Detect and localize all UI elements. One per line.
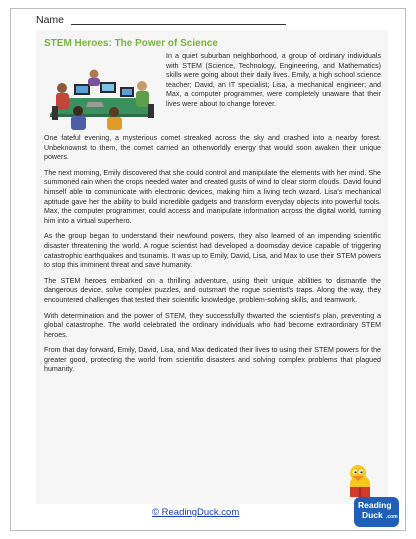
story-panel (36, 30, 388, 504)
story-paragraph: From that day forward, Emily, David, Lisa, and Max dedicated their lives to using their STEM powers for the greater good, protecting the world from scientific disasters and solving complex problems that plagued humanity. (44, 346, 381, 374)
story-paragraph: As the group began to understand their newfound powers, they also learned of an impending scientific disaster threatening the world. A rogue scientist had developed a doomsday device capable of triggering catastrophic earthquakes and tsunamis. It was up to Emily, David, Lisa, and Max to use their STEM powers to stop this imminent threat and save humanity. (44, 232, 381, 270)
people-at-computers-illustration (44, 54, 160, 132)
reading-duck-logo (338, 463, 400, 529)
story-paragraph: With determination and the power of STEM, they successfully thwarted the scientist's plan, preventing a global catastrophe. The world celebrated the ordinary individuals who had become extraordinary STEM heroes. (44, 311, 381, 339)
story-paragraph: The next morning, Emily discovered that she could control and manipulate the elements with her mind. She summoned rain when the crops needed water and created gusts of wind to clear storm clouds. David found himself able to communicate with electronic devices, making him a living tech wizard. Lisa's mechanical aptitude gave her the ability to build incredible gadgets and transform everyday objects into powerful tools. Max, the computer programmer, could access and manipulate information across the digital world, turning him into a virtual superhero. (44, 168, 381, 225)
name-label: Name (36, 14, 65, 26)
story-paragraph: The STEM heroes embarked on a thrilling adventure, using their unique abilities to dismantle the dangerous device, solve complex puzzles, and outsmart the rogue scientist's traps. Along the way, they encountered challenges that tested their scientific knowledge, problem-solving skills, and teamwork. (44, 276, 381, 304)
reading-duck-link[interactable]: © ReadingDuck.com (152, 507, 240, 518)
story-title: STEM Heroes: The Power of Science (44, 38, 218, 49)
name-field-row (36, 14, 286, 26)
logo-text-com: .com (386, 514, 398, 520)
story-paragraph: One fateful evening, a mysterious comet streaked across the sky and crashed into a nearby forest. Unbeknownst to them, the comet carried an otherworldly energy that would soon awaken their unique powers. (44, 134, 381, 162)
story-paragraph: In a quiet suburban neighborhood, a group of ordinary individuals with STEM (Science, Technology, Engineering, and Mathematics) skills were going about their daily lives. Emily, a high school science teacher; David, an IT specialist; Lisa, a mechanical engineer; and Max, a computer programmer, were completely unaware that their lives were about to change forever. (166, 52, 381, 108)
name-blank-line[interactable] (71, 24, 286, 25)
logo-text-duck: Duck (362, 510, 383, 520)
logo-text-reading: Reading (358, 500, 392, 510)
